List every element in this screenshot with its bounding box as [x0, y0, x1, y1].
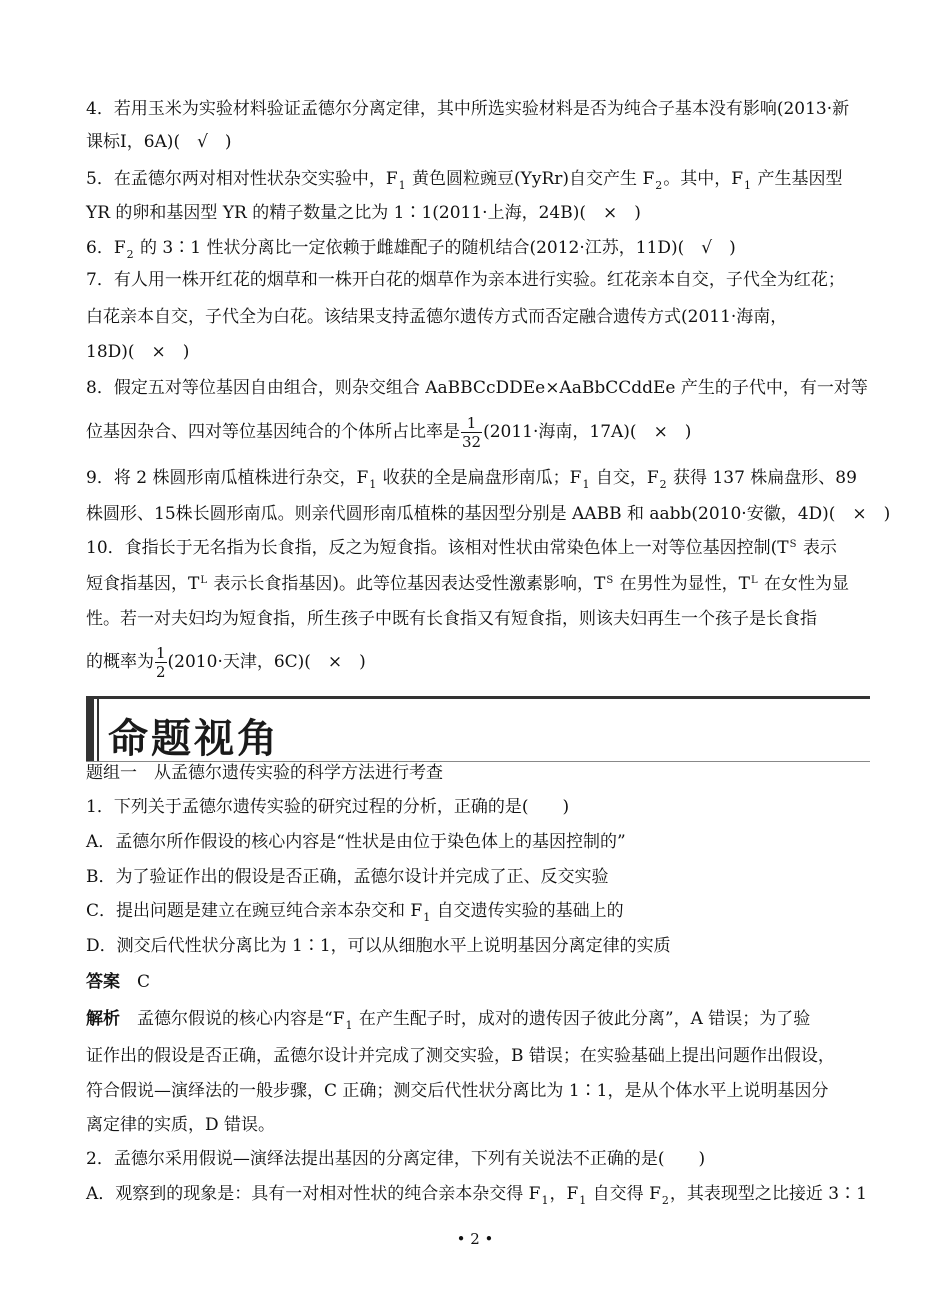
- q7-line1: 7．有人用一株开红花的烟草和一株开白花的烟草作为亲本进行实验。红花亲本自交，子代全为红花；: [86, 270, 845, 290]
- subscript: 1: [579, 1194, 587, 1207]
- q8-line2: [86, 412, 691, 452]
- text: ，其表现型之比接近 3∶1: [669, 1184, 867, 1204]
- text: 自交得 F: [587, 1184, 661, 1204]
- superscript: L: [750, 575, 758, 586]
- subscript: 1: [582, 478, 590, 491]
- text: (2011·海南，17A)( × ): [483, 422, 692, 442]
- subscript: 1: [398, 179, 406, 192]
- banner-bar: [97, 699, 99, 761]
- text: 9．将 2 株圆形南瓜植株进行杂交，F: [86, 468, 369, 488]
- mq1-explanation-line4: 离定律的实质，D 错误。: [86, 1115, 276, 1135]
- text: 的概率为: [86, 652, 154, 672]
- fraction: [461, 414, 482, 451]
- group-heading: 题组一 从孟德尔遗传实验的科学方法进行考查: [86, 763, 443, 783]
- fraction: [155, 644, 167, 681]
- q10-line2: [86, 573, 849, 598]
- q9-line1: [86, 467, 857, 491]
- subscript: 1: [423, 911, 431, 924]
- q10-line1: [86, 537, 837, 562]
- text: 在女性为显: [758, 574, 850, 594]
- subscript: 2: [126, 248, 134, 261]
- text: (2010·天津，6C)( × ): [167, 652, 366, 672]
- subscript: 1: [744, 179, 752, 192]
- superscript: S: [789, 539, 797, 550]
- text: 黄色圆粒豌豆(YyRr)自交产生 F: [406, 169, 655, 189]
- q4-line2: 课标Ⅰ，6A)( √ ): [86, 132, 232, 152]
- text: ，F: [549, 1184, 579, 1204]
- mq1-explanation-line2: 证作出的假设是否正确，孟德尔设计并完成了测交实验，B 错误；在实验基础上提出问题作出假设，: [86, 1046, 835, 1066]
- subscript: 2: [661, 1194, 669, 1207]
- subscript: 1: [345, 1019, 353, 1032]
- mq1-answer: [86, 971, 150, 993]
- q10-line4: [86, 642, 366, 682]
- fraction-denominator: 2: [156, 663, 166, 681]
- q5-line2: YR 的卵和基因型 YR 的精子数量之比为 1∶1(2011·上海，24B)( × ): [86, 203, 641, 223]
- mq1-option-c: [86, 900, 624, 924]
- answer-label: 答案: [86, 972, 120, 992]
- q4-line1: 4．若用玉米为实验材料验证孟德尔分离定律，其中所选实验材料是否为纯合子基本没有影响(2013·新: [86, 99, 850, 119]
- text: A．观察到的现象是：具有一对相对性状的纯合亲本杂交得 F: [86, 1184, 541, 1204]
- text: 短食指基因，T: [86, 574, 200, 594]
- fraction-denominator: 32: [462, 433, 482, 451]
- mq1-option-b: B．为了验证作出的假设是否正确，孟德尔设计并完成了正、反交实验: [86, 867, 609, 887]
- text: 自交遗传实验的基础上的: [431, 901, 624, 921]
- text: 。其中，F: [663, 169, 744, 189]
- text: 产生基因型: [752, 169, 843, 189]
- text: 位基因杂合、四对等位基因纯合的个体所占比率是: [86, 422, 460, 442]
- text: 的 3∶1 性状分离比一定依赖于雌雄配子的随机结合(2012·江苏，11D)( √ ): [134, 238, 736, 258]
- text: 10．食指长于无名指为长食指，反之为短食指。该相对性状由常染色体上一对等位基因控制(T: [86, 538, 789, 558]
- answer-value: C: [137, 972, 151, 992]
- mq1-stem: 1．下列关于孟德尔遗传实验的研究过程的分析，正确的是( ): [86, 797, 570, 817]
- text: 收获的全是扁盘形南瓜；F: [377, 468, 582, 488]
- q5-line1: [86, 168, 842, 192]
- q7-line2: 白花亲本自交，子代全为白花。该结果支持孟德尔遗传方式而否定融合遗传方式(2011·海南，: [86, 307, 788, 327]
- mq1-explanation-line3: 符合假说—演绎法的一般步骤，C 正确；测交后代性状分离比为 1∶1，是从个体水平上说明基因分: [86, 1081, 829, 1101]
- text: 5．在孟德尔两对相对性状杂交实验中，F: [86, 169, 398, 189]
- text: 表示长食指基因)。此等位基因表达受性激素影响，T: [207, 574, 606, 594]
- mq1-option-d: D．测交后代性状分离比为 1∶1，可以从细胞水平上说明基因分离定律的实质: [86, 936, 671, 956]
- subscript: 2: [659, 478, 667, 491]
- subscript: 1: [541, 1194, 549, 1207]
- q7-line3: 18D)( × ): [86, 342, 190, 362]
- page-number: • 2 •: [456, 1230, 494, 1248]
- text: 6．F: [86, 238, 126, 258]
- text: 表示: [797, 538, 837, 558]
- subscript: 1: [369, 478, 377, 491]
- banner-bar: [86, 699, 94, 761]
- text: 在产生配子时，成对的遗传因子彼此分离”，A 错误；为了验: [353, 1009, 811, 1029]
- text: 孟德尔假说的核心内容是“F: [137, 1009, 345, 1029]
- text: 自交，F: [590, 468, 659, 488]
- superscript: L: [200, 575, 207, 586]
- mq1-explanation-line1: [86, 1008, 810, 1032]
- banner-title: 命题视角: [108, 716, 280, 762]
- mq2-option-a: [86, 1183, 867, 1207]
- section-banner: [86, 696, 870, 762]
- mq1-option-a: A．孟德尔所作假设的核心内容是“性状是由位于染色体上的基因控制的”: [86, 832, 626, 852]
- text: C．提出问题是建立在豌豆纯合亲本杂交和 F: [86, 901, 423, 921]
- fraction-numerator: 1: [156, 644, 166, 662]
- q6-line1: [86, 237, 736, 261]
- fraction-numerator: 1: [461, 414, 482, 433]
- q10-line3: 性。若一对夫妇均为短食指，所生孩子中既有长食指又有短食指，则该夫妇再生一个孩子是长食指: [86, 609, 817, 629]
- text: 获得 137 株扁盘形、89: [667, 468, 857, 488]
- q8-line1: 8．假定五对等位基因自由组合，则杂交组合 AaBBCcDDEe×AaBbCCddEe 产生的子代中，有一对等: [86, 378, 868, 398]
- subscript: 2: [655, 179, 663, 192]
- q9-line2: 株圆形、15株长圆形南瓜。则亲代圆形南瓜植株的基因型分别是 AABB 和 aabb(2010·安徽，4D)( × ): [86, 504, 891, 524]
- superscript: S: [606, 575, 614, 586]
- explanation-label: 解析: [86, 1009, 120, 1029]
- text: 在男性为显性，T: [614, 574, 750, 594]
- mq2-stem: 2．孟德尔采用假说—演绎法提出基因的分离定律，下列有关说法不正确的是( ): [86, 1149, 706, 1169]
